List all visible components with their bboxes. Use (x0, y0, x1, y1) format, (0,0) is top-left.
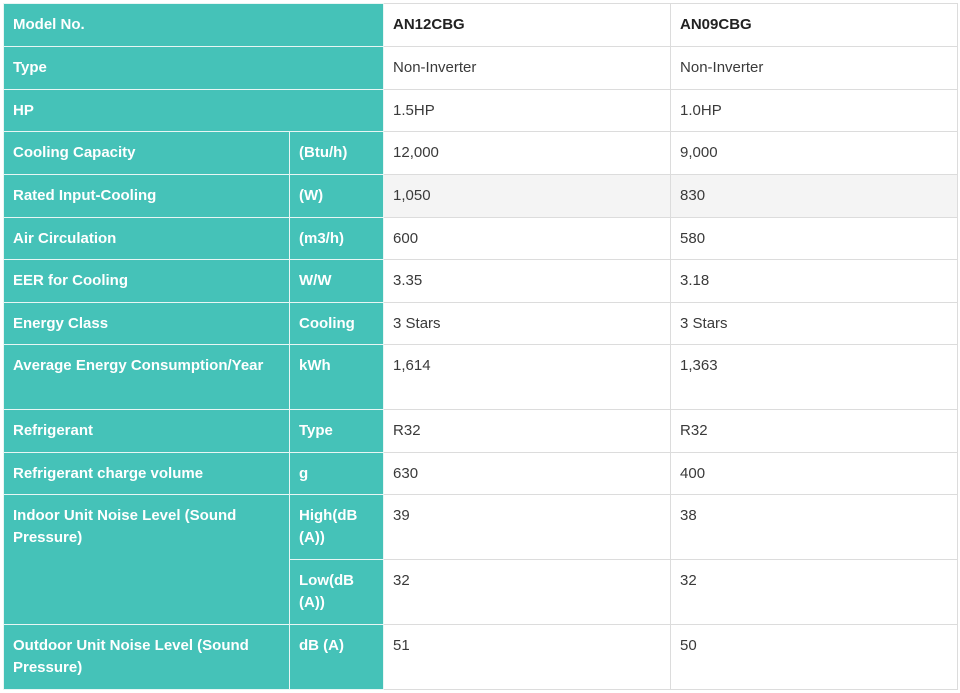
cell-value: R32 (384, 410, 671, 453)
cell-value: 38 (671, 495, 958, 560)
table-row (4, 132, 958, 175)
row-unit: g (290, 453, 384, 495)
table-header-row (4, 4, 958, 47)
cell-value: 39 (384, 495, 671, 560)
row-label: Average Energy Consumption/Year (4, 345, 290, 410)
cell-value: 12,000 (384, 132, 671, 175)
cell-value: 580 (671, 218, 958, 260)
row-label: Type (4, 47, 384, 90)
cell-value: 830 (671, 175, 958, 218)
cell-value: Non-Inverter (671, 47, 958, 90)
cell-value: 1.0HP (671, 90, 958, 132)
row-label: Indoor Unit Noise Level (Sound Pressure) (4, 495, 290, 625)
cell-value: 400 (671, 453, 958, 495)
row-label: Refrigerant (4, 410, 290, 453)
cell-value: 3.35 (384, 260, 671, 303)
row-unit: W/W (290, 260, 384, 303)
row-unit: High(dB (A)) (290, 495, 384, 560)
table-row (4, 260, 958, 303)
cell-value: 3 Stars (671, 303, 958, 345)
table-row (4, 175, 958, 218)
cell-value: 3 Stars (384, 303, 671, 345)
row-unit: Cooling (290, 303, 384, 345)
cell-value: R32 (671, 410, 958, 453)
cell-value: 50 (671, 625, 958, 690)
cell-value: 3.18 (671, 260, 958, 303)
model-name-1: AN12CBG (384, 4, 671, 47)
cell-value: 600 (384, 218, 671, 260)
model-name-2: AN09CBG (671, 4, 958, 47)
cell-value: 9,000 (671, 132, 958, 175)
table-row (4, 345, 958, 410)
row-unit: (m3/h) (290, 218, 384, 260)
row-unit: Type (290, 410, 384, 453)
table-row (4, 218, 958, 260)
table-row (4, 495, 958, 560)
row-label: Air Circulation (4, 218, 290, 260)
table-row (4, 47, 958, 90)
row-label: HP (4, 90, 384, 132)
row-label: Cooling Capacity (4, 132, 290, 175)
cell-value: Non-Inverter (384, 47, 671, 90)
table-row (4, 303, 958, 345)
spec-table (3, 3, 958, 690)
table-row (4, 90, 958, 132)
row-unit: kWh (290, 345, 384, 410)
row-label: Outdoor Unit Noise Level (Sound Pressure) (4, 625, 290, 690)
cell-value: 51 (384, 625, 671, 690)
row-label: Energy Class (4, 303, 290, 345)
cell-value: 1.5HP (384, 90, 671, 132)
cell-value: 1,363 (671, 345, 958, 410)
row-label: EER for Cooling (4, 260, 290, 303)
cell-value: 32 (384, 560, 671, 625)
row-unit: Low(dB (A)) (290, 560, 384, 625)
table-row (4, 410, 958, 453)
cell-value: 630 (384, 453, 671, 495)
cell-value: 1,614 (384, 345, 671, 410)
row-label: Refrigerant charge volume (4, 453, 290, 495)
row-label: Rated Input-Cooling (4, 175, 290, 218)
row-unit: (Btu/h) (290, 132, 384, 175)
table-row (4, 453, 958, 495)
cell-value: 32 (671, 560, 958, 625)
table-row (4, 625, 958, 690)
row-unit: (W) (290, 175, 384, 218)
cell-value: 1,050 (384, 175, 671, 218)
row-unit: dB (A) (290, 625, 384, 690)
model-label: Model No. (4, 4, 384, 47)
